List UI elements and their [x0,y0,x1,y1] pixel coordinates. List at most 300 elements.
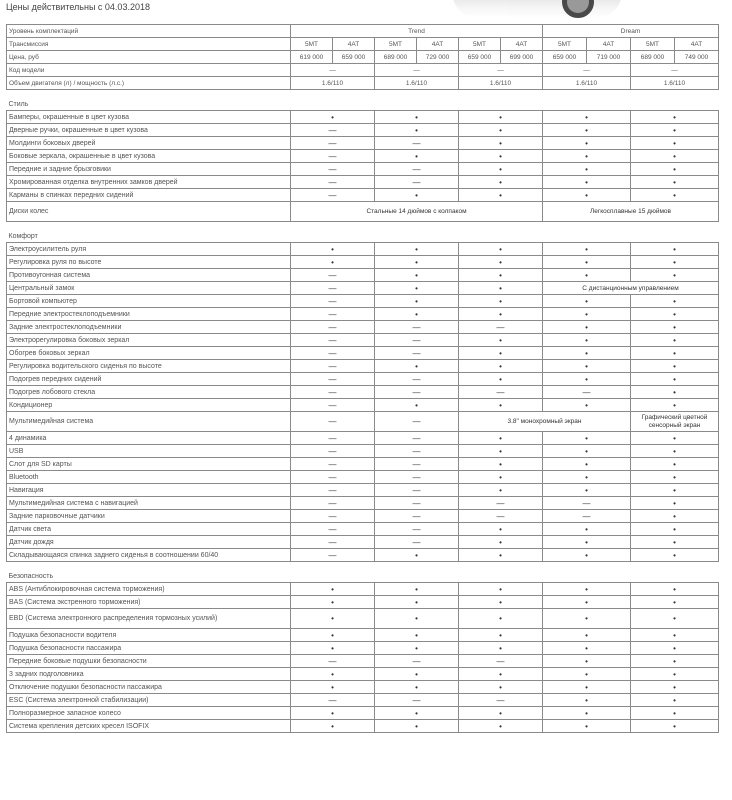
feature-value: • [543,707,631,720]
feature-value: — [375,347,459,360]
feature-row [7,386,719,399]
feature-value: — [375,510,459,523]
feature-value: • [631,484,719,497]
feature-value: — [291,373,375,386]
trim-trend: Trend [291,25,543,38]
row-label: Код модели [7,64,291,77]
wheel-icon [562,0,594,18]
feature-value: • [631,321,719,334]
feature-value: • [631,432,719,445]
feature-value: • [459,445,543,458]
feature-value: • [543,720,631,733]
code-cell: — [291,64,375,77]
feature-value: • [543,471,631,484]
feature-value: — [543,386,631,399]
feature-label: Слот для SD карты [7,458,291,471]
section-header [7,94,719,111]
feature-value: — [459,510,543,523]
feature-value: — [291,523,375,536]
transmission-cell: 5MT [543,38,587,51]
transmission-cell: 5MT [291,38,333,51]
code-cell: — [631,64,719,77]
feature-value: • [459,189,543,202]
feature-value: • [291,720,375,733]
feature-label: Электроусилитель руля [7,243,291,256]
feature-value: — [375,137,459,150]
transmission-cell: 5MT [375,38,417,51]
feature-value: • [631,497,719,510]
feature-value: — [291,295,375,308]
row-label: Цена, руб [7,51,291,64]
price-cell: 659 000 [333,51,375,64]
feature-value: • [459,536,543,549]
feature-row [7,373,719,386]
feature-value: — [375,694,459,707]
feature-value: • [543,334,631,347]
section-title: Комфорт [8,232,38,240]
feature-value: • [459,596,543,609]
section-header [7,566,719,583]
feature-value: • [459,609,543,629]
feature-label: Регулировка водительского сиденья по высоте [7,360,291,373]
feature-row [7,137,719,150]
feature-value: • [543,523,631,536]
feature-label: Боковые зеркала, окрашенные в цвет кузова [7,150,291,163]
feature-row [7,583,719,596]
feature-value: • [631,445,719,458]
transmission-cell: 5MT [459,38,501,51]
feature-value: • [459,642,543,655]
header-row-code [7,64,719,77]
feature-value: • [543,163,631,176]
feature-label: EBD (Система электронного распределения тормозных усилий) [7,609,291,629]
feature-row [7,282,719,295]
feature-value: — [543,497,631,510]
feature-value: • [631,655,719,668]
section-title: Безопасность [8,572,54,580]
price-cell: 689 000 [631,51,675,64]
feature-value: — [291,150,375,163]
feature-value: • [459,256,543,269]
feature-value: — [291,694,375,707]
feature-label: Мультимедийная система [7,412,291,432]
feature-label: Молдинги боковых дверей [7,137,291,150]
feature-value: — [375,432,459,445]
feature-value: • [459,111,543,124]
feature-value: • [375,609,459,629]
feature-row [7,523,719,536]
feature-value: • [631,583,719,596]
feature-value: — [291,536,375,549]
feature-label: Подушка безопасности пассажира [7,642,291,655]
feature-value: — [291,308,375,321]
feature-label: Задние парковочные датчики [7,510,291,523]
feature-value: • [459,243,543,256]
feature-value: • [459,295,543,308]
wheels-dream: Легкосплавные 15 дюймов [543,202,719,222]
feature-label: Передние и задние брызговики [7,163,291,176]
feature-value: — [291,497,375,510]
feature-value: • [375,596,459,609]
feature-label: Датчик дождя [7,536,291,549]
transmission-cell: 4AT [417,38,459,51]
feature-row [7,471,719,484]
feature-label: ESC (Система электронной стабилизации) [7,694,291,707]
feature-value: • [543,360,631,373]
feature-value: — [291,655,375,668]
feature-value: • [291,111,375,124]
feature-value: • [631,386,719,399]
feature-value: • [631,256,719,269]
price-cell: 749 000 [675,51,719,64]
feature-value: • [631,295,719,308]
feature-value: — [375,484,459,497]
feature-value: • [631,549,719,562]
feature-value: • [543,137,631,150]
feature-row [7,176,719,189]
feature-value: • [631,360,719,373]
feature-value: • [291,243,375,256]
feature-value: • [375,189,459,202]
feature-value: • [459,484,543,497]
feature-value: • [543,321,631,334]
feature-value: • [543,549,631,562]
feature-label: Передние электростеклоподъемники [7,308,291,321]
feature-value: • [291,681,375,694]
feature-label: Датчик света [7,523,291,536]
feature-value: • [375,243,459,256]
feature-value: • [459,176,543,189]
feature-value: • [375,583,459,596]
feature-value: • [631,150,719,163]
feature-label: Складывающаяся спинка заднего сиденья в соотношении 60/40 [7,549,291,562]
feature-row [7,681,719,694]
feature-label: Обогрев боковых зеркал [7,347,291,360]
feature-label: Навигация [7,484,291,497]
feature-value: • [375,720,459,733]
wheels-trend: Стальные 14 дюймов с колпаком [291,202,543,222]
feature-value: • [543,243,631,256]
feature-value: • [631,189,719,202]
feature-value: — [375,321,459,334]
code-cell: — [543,64,631,77]
wheels-row [7,202,719,222]
feature-value: • [543,308,631,321]
feature-value: — [291,176,375,189]
feature-label: Регулировка руля по высоте [7,256,291,269]
feature-value: • [543,642,631,655]
feature-row [7,668,719,681]
feature-value: • [631,243,719,256]
feature-value: — [291,334,375,347]
feature-value: • [543,583,631,596]
multimedia-mid: 3.8" монохромный экран [459,412,631,432]
feature-value: • [631,111,719,124]
feature-value: • [459,124,543,137]
feature-value: • [291,256,375,269]
feature-value: • [459,432,543,445]
feature-label: Подогрев лобового стекла [7,386,291,399]
price-cell: 699 000 [501,51,543,64]
feature-value: — [375,163,459,176]
feature-row [7,497,719,510]
feature-value: • [375,124,459,137]
price-cell: 659 000 [459,51,501,64]
feature-value: • [543,150,631,163]
feature-row [7,458,719,471]
engine-cell: 1.6/110 [291,77,375,90]
feature-label: Подушка безопасности водителя [7,629,291,642]
feature-value: — [375,655,459,668]
feature-row [7,707,719,720]
header-row-price [7,51,719,64]
feature-value: — [291,124,375,137]
feature-value: • [631,399,719,412]
feature-value: • [631,681,719,694]
feature-value: • [631,707,719,720]
feature-value: — [291,347,375,360]
feature-value: • [543,176,631,189]
feature-value: • [543,399,631,412]
feature-value: — [375,386,459,399]
feature-value: • [375,269,459,282]
feature-value: • [631,308,719,321]
feature-row [7,163,719,176]
feature-value: — [291,412,375,432]
feature-value: • [291,609,375,629]
feature-value: • [459,583,543,596]
trim-dream: Dream [543,25,719,38]
feature-value: — [291,549,375,562]
feature-label: Bluetooth [7,471,291,484]
feature-value: • [459,720,543,733]
feature-label: Противоугонная система [7,269,291,282]
feature-value: • [631,609,719,629]
feature-value: • [375,549,459,562]
feature-row [7,596,719,609]
feature-label: 4 динамика [7,432,291,445]
feature-value: • [459,150,543,163]
feature-value: • [459,269,543,282]
feature-label: Электрорегулировка боковых зеркал [7,334,291,347]
feature-value: • [459,373,543,386]
feature-value: — [375,176,459,189]
feature-row [7,536,719,549]
feature-value: • [375,681,459,694]
feature-value: — [375,536,459,549]
feature-value: • [631,176,719,189]
feature-row [7,432,719,445]
feature-value: • [543,189,631,202]
feature-value: — [459,694,543,707]
header-row-transmission [7,38,719,51]
feature-value: — [291,163,375,176]
feature-value: — [375,471,459,484]
feature-value: • [459,523,543,536]
feature-value: — [459,321,543,334]
feature-label: Бамперы, окрашенные в цвет кузова [7,111,291,124]
feature-value: • [291,596,375,609]
feature-row [7,484,719,497]
feature-row [7,360,719,373]
feature-value: • [375,360,459,373]
code-cell: — [459,64,543,77]
feature-row [7,150,719,163]
feature-row [7,347,719,360]
feature-value: — [375,334,459,347]
feature-value: — [375,412,459,432]
feature-value: • [631,629,719,642]
engine-cell: 1.6/110 [459,77,543,90]
feature-label: BAS (Система экстренного торможения) [7,596,291,609]
feature-value: • [543,536,631,549]
feature-value: • [459,163,543,176]
feature-row [7,642,719,655]
transmission-cell: 4AT [675,38,719,51]
feature-value: • [631,163,719,176]
feature-label: Подогрев передних сидений [7,373,291,386]
row-label: Трансмиссия [7,38,291,51]
feature-row [7,629,719,642]
feature-value: — [375,373,459,386]
feature-value: • [543,432,631,445]
feature-row [7,334,719,347]
feature-value: • [459,334,543,347]
feature-value: • [459,707,543,720]
feature-value: • [459,471,543,484]
feature-value: — [543,510,631,523]
feature-row [7,694,719,707]
code-cell: — [375,64,459,77]
multimedia-right: Графический цветной сенсорный экран [631,412,719,432]
transmission-cell: 4AT [333,38,375,51]
row-label: Уровень комплектаций [7,25,291,38]
feature-value: — [291,458,375,471]
feature-value: • [631,642,719,655]
feature-label: Дверные ручки, окрашенные в цвет кузова [7,124,291,137]
feature-value: • [459,282,543,295]
price-cell: 619 000 [291,51,333,64]
specs-table [6,24,719,733]
feature-row [7,308,719,321]
price-cell: 689 000 [375,51,417,64]
feature-value: • [459,137,543,150]
feature-value: — [291,269,375,282]
feature-value: • [543,295,631,308]
feature-value: — [291,445,375,458]
multimedia-row [7,412,719,432]
feature-value: • [543,596,631,609]
feature-value: — [375,523,459,536]
price-cell: 729 000 [417,51,459,64]
feature-value: • [291,629,375,642]
feature-value: • [631,694,719,707]
feature-value: — [291,282,375,295]
feature-value: • [375,308,459,321]
feature-value: — [459,655,543,668]
feature-value: • [543,458,631,471]
feature-value: • [631,334,719,347]
feature-value: • [631,137,719,150]
feature-row [7,111,719,124]
feature-value: • [543,111,631,124]
feature-label: 3 задних подголовника [7,668,291,681]
feature-value: • [543,347,631,360]
transmission-cell: 5MT [631,38,675,51]
feature-value: • [631,269,719,282]
feature-value: • [543,484,631,497]
feature-value: • [459,308,543,321]
price-cell: 719 000 [587,51,631,64]
feature-value: • [543,124,631,137]
feature-value: • [459,668,543,681]
feature-value: • [375,642,459,655]
feature-value: • [375,629,459,642]
feature-value: — [291,432,375,445]
feature-label: ABS (Антиблокировочная система торможения) [7,583,291,596]
feature-label: Мультимедийная система с навигацией [7,497,291,510]
feature-label: Полноразмерное запасное колесо [7,707,291,720]
page-title: Цены действительны с 04.03.2018 [6,2,150,12]
row-label: Объем двигателя (л) / мощность (л.с.) [7,77,291,90]
feature-value: • [375,282,459,295]
feature-value: • [291,668,375,681]
feature-value: • [375,111,459,124]
feature-value: • [375,295,459,308]
feature-value: — [291,189,375,202]
feature-value: — [291,386,375,399]
feature-value: • [375,399,459,412]
feature-row [7,445,719,458]
header-row-trim [7,25,719,38]
feature-value: • [459,681,543,694]
transmission-cell: 4AT [501,38,543,51]
feature-value: — [459,497,543,510]
feature-row [7,243,719,256]
feature-value: — [291,399,375,412]
feature-label: Передние боковые подушки безопасности [7,655,291,668]
feature-value: — [291,321,375,334]
feature-label: USB [7,445,291,458]
feature-value: • [631,668,719,681]
feature-value: • [459,629,543,642]
engine-cell: 1.6/110 [631,77,719,90]
feature-value: — [375,445,459,458]
feature-row [7,321,719,334]
feature-label: Кондиционер [7,399,291,412]
feature-value: • [291,707,375,720]
feature-value: • [375,150,459,163]
feature-value: • [543,609,631,629]
feature-row [7,510,719,523]
feature-row [7,549,719,562]
feature-value: • [631,510,719,523]
section-title: Стиль [8,100,29,108]
feature-value: • [459,549,543,562]
feature-value: • [291,642,375,655]
feature-value: • [543,269,631,282]
section-header [7,226,719,243]
feature-value-wide: С дистанционным управлением [543,282,719,295]
feature-value: • [375,707,459,720]
feature-label: Система крепления детских кресел ISOFIX [7,720,291,733]
feature-label: Бортовой компьютер [7,295,291,308]
feature-row [7,256,719,269]
feature-value: • [543,629,631,642]
feature-value: — [291,484,375,497]
car-image-fragment [452,0,622,18]
feature-row [7,295,719,308]
